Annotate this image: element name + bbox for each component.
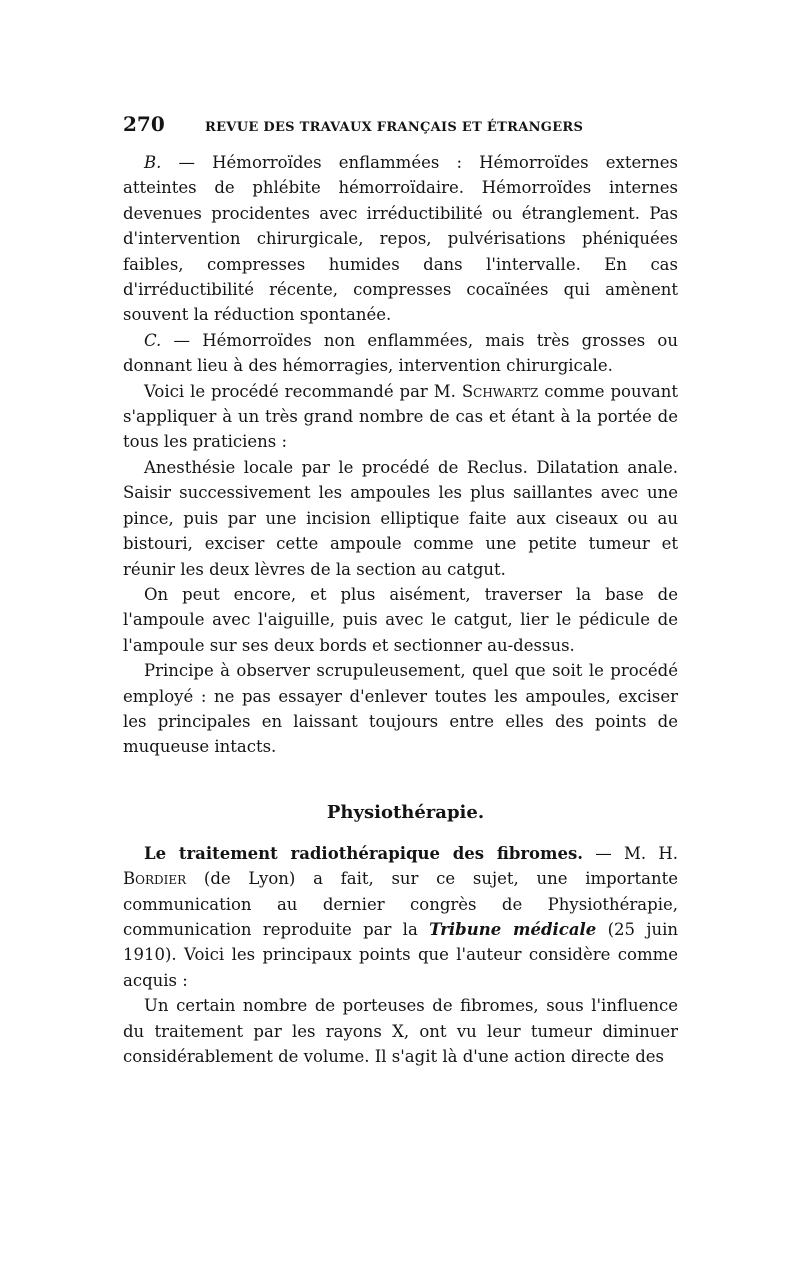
- paragraph-b-label: B.: [144, 153, 162, 172]
- page-number: 270: [123, 112, 165, 136]
- section-title: Physiothérapie.: [326, 801, 485, 823]
- paragraph-principe: Principe à observer scrupuleusement, quel que soit le procédé employé : ne pas essayer d'enlever toutes les ampoules, exciser les principales en laissant toujours entre elles des points de muqueuse intacts.: [123, 661, 678, 757]
- article-journal: Tribune médicale: [429, 919, 597, 939]
- paragraph-c-text: — Hémorroïdes non enflammées, mais très grosses ou donnant lieu à des hémorragies, intervention chirurgicale.: [123, 330, 678, 376]
- running-title: REVUE DES TRAVAUX FRANÇAIS ET ÉTRANGERS: [205, 120, 584, 135]
- procede-author: Schwartz: [461, 381, 539, 401]
- paragraph-anesthesie: Anesthésie locale par le procédé de Reclus. Dilatation anale. Saisir successivement les ampoules les plus saillantes avec une pince, puis par une incision elliptique faite aux ciseaux ou au bistouri, exciser cette ampoule comme une petite tumeur et réunir les deux lèvres de la section au catgut.: [123, 457, 678, 579]
- article-intro-end: (25 juin 1910). Voici les principaux points que l'auteur considère comme acquis :: [123, 919, 678, 990]
- running-head: [123, 112, 678, 142]
- paragraph-article-last: Un certain nombre de porteuses de fibromes, sous l'influence du traitement par les rayons X, ont vu leur tumeur diminuer considérablement de volume. Il s'agit là d'une action directe des: [123, 996, 678, 1066]
- paragraph-c: [123, 328, 678, 379]
- paragraph-b-text: — Hémorroïdes enflammées : Hémorroïdes externes atteintes de phlébite hémorroïdaire. Hémorroïdes internes devenues procidentes avec irréductibilité ou étranglement. Pas d'intervention chirurgicale, repos, pulvérisations phéniquées faibles, compresses humides dans l'intervalle. En cas d'irréductibilité récente, compresses cocaïnées qui amènent souvent la réduction spontanée.: [123, 153, 678, 325]
- paragraph-c-label: C.: [144, 330, 162, 350]
- article-intro-middle: (de Lyon) a fait, sur ce sujet, une importante communication au dernier congrès de Physiothérapie, communication reproduite par la: [123, 869, 678, 939]
- procede-before: Voici le procédé recommandé par M.: [144, 381, 462, 401]
- paragraph-encore: On peut encore, et plus aisément, traverser la base de l'ampoule avec l'aiguille, puis avec le catgut, lier le pédicule de l'ampoule sur ses deux bords et sectionner au-dessus.: [123, 584, 678, 655]
- article-lead-title: Le traitement radiothérapique des fibromes.: [144, 843, 584, 863]
- book-page: [123, 112, 678, 1069]
- paragraph-b: [123, 150, 678, 328]
- paragraph-article-intro: [123, 841, 678, 993]
- procede-after: comme pouvant s'appliquer à un très grand nombre de cas et étant à la portée de tous les praticiens :: [123, 381, 678, 452]
- paragraph-procede: [123, 379, 678, 455]
- article-author-prefix: — M. H.: [583, 843, 678, 863]
- article-author-name: Bordier: [123, 869, 187, 889]
